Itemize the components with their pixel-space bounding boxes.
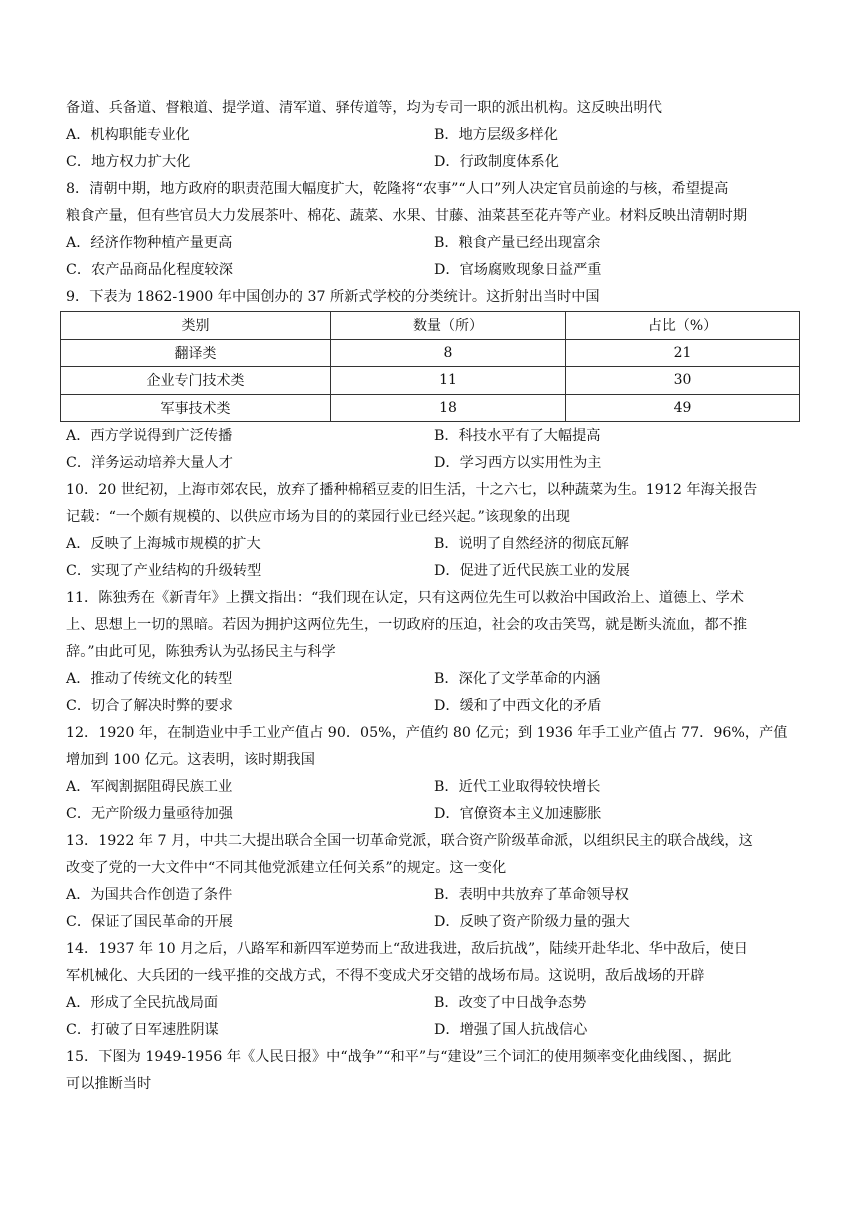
q13-option-a: A．为国共合作创造了条件 (66, 887, 233, 903)
q11-option-a: A．推动了传统文化的转型 (66, 671, 233, 687)
q7-option-d: D．行政制度体系化 (434, 154, 559, 170)
q11-stem-line-1: 11．陈独秀在《新青年》上撰文指出：“我们现在认定，只有这两位先生可以救治中国政治上、道德上、学术 (66, 590, 744, 606)
q14-option-d: D．增强了国人抗战信心 (434, 1022, 588, 1038)
table-cell: 企业专门技术类 (61, 367, 331, 395)
q9-option-b: B．科技水平有了大幅提高 (434, 428, 601, 444)
q13-option-b: B．表明中共放弃了革命领导权 (434, 887, 629, 903)
q12-option-b: B．近代工业取得较快增长 (434, 779, 601, 795)
q10-stem-line-2: 记载：“一个颇有规模的、以供应市场为目的的菜园行业已经兴起。”该现象的出现 (66, 509, 570, 525)
q10-option-c: C．实现了产业结构的升级转型 (66, 563, 262, 579)
q14-stem-line-1: 14．1937 年 10 月之后，八路军和新四军逆势而上“敌进我进，敌后抗战”，陆续开赴华北、华中敌后，使日 (66, 941, 748, 957)
q12-stem-line-2: 增加到 100 亿元。这表明，该时期我国 (66, 752, 315, 768)
q9-stem: 9．下表为 1862-1900 年中国创办的 37 所新式学校的分类统计。这折射出当时中国 (66, 289, 600, 305)
table-cell: 11 (331, 367, 566, 395)
q15-stem-line-1: 15．下图为 1949-1956 年《人民日报》中“战争”“和平”与“建设”三个词汇的使用频率变化曲线图、，据此 (66, 1049, 732, 1065)
table-header-cell: 占比（%） (566, 312, 800, 340)
q14-option-c: C．打破了日军速胜阴谋 (66, 1022, 219, 1038)
q11-stem-line-2: 上、思想上一切的黑暗。若因为拥护这两位先生，一切政府的压迫，社会的攻击笑骂，就是断头流血，都不推 (66, 617, 748, 633)
q8-stem-line-1: 8．清朝中期，地方政府的职责范围大幅度扩大，乾隆将“农事”“人口”列人决定官员前途的与核，希望提高 (66, 181, 729, 197)
q11-option-d: D．缓和了中西文化的矛盾 (434, 698, 602, 714)
q11-option-c: C．切合了解决时弊的要求 (66, 698, 233, 714)
q10-option-b: B．说明了自然经济的彻底瓦解 (434, 536, 629, 552)
table-cell: 军事技术类 (61, 394, 331, 422)
q14-option-b: B．改变了中日战争态势 (434, 995, 587, 1011)
table-cell: 21 (566, 339, 800, 367)
q8-option-a: A．经济作物种植产量更高 (66, 235, 233, 251)
q8-stem-line-2: 粮食产量，但有些官员大力发展茶叶、棉花、蔬菜、水果、甘藤、油菜甚至花卉等产业。材料反映出清朝时期 (66, 208, 748, 224)
table-cell: 49 (566, 394, 800, 422)
q7-option-b: B．地方层级多样化 (434, 127, 558, 143)
q13-option-d: D．反映了资产阶级力量的强大 (434, 914, 630, 930)
q12-option-c: C．无产阶级力量亟待加强 (66, 806, 233, 822)
table-cell: 翻译类 (61, 339, 331, 367)
q8-option-b: B．粮食产量已经出现富余 (434, 235, 601, 251)
q9-option-d: D．学习西方以实用性为主 (434, 455, 602, 471)
q13-option-c: C．保证了国民革命的开展 (66, 914, 233, 930)
table-row (61, 394, 800, 422)
q14-stem-line-2: 军机械化、大兵团的一线平推的交战方式，不得不变成犬牙交错的战场布局。这说明，敌后战场的开辟 (66, 968, 705, 984)
table-cell: 18 (331, 394, 566, 422)
q7-option-a: A．机构职能专业化 (66, 127, 190, 143)
q10-option-a: A．反映了上海城市规模的扩大 (66, 536, 261, 552)
q9-option-a: A．西方学说得到广泛传播 (66, 428, 233, 444)
q8-option-d: D．官场腐败现象日益严重 (434, 262, 602, 278)
q10-stem-line-1: 10．20 世纪初，上海市郊农民，放弃了播种棉稻豆麦的旧生活，十之六七，以种蔬菜为生。1912 年海关报告 (66, 482, 758, 498)
q14-option-a: A．形成了全民抗战局面 (66, 995, 219, 1011)
q12-stem-line-1: 12．1920 年，在制造业中手工业产值占 90．05%，产值约 80 亿元；到 1936 年手工业产值占 77．96%，产值 (66, 725, 788, 741)
q9-option-c: C．洋务运动培养大量人才 (66, 455, 233, 471)
table-header-cell: 类别 (61, 312, 331, 340)
table-row (61, 367, 800, 395)
q11-option-b: B．深化了文学革命的内涵 (434, 671, 601, 687)
q7-option-c: C．地方权力扩大化 (66, 154, 191, 170)
q15-stem-line-2: 可以推断当时 (66, 1076, 152, 1092)
table-cell: 30 (566, 367, 800, 395)
q12-option-a: A．军阀割据阻碍民族工业 (66, 779, 233, 795)
q10-option-d: D．促进了近代民族工业的发展 (434, 563, 630, 579)
q13-stem-line-1: 13．1922 年 7 月，中共二大提出联合全国一切革命党派，联合资产阶级革命派，以组织民主的联合战线，这 (66, 833, 753, 849)
q9-statistics-table (60, 311, 800, 422)
q13-stem-line-2: 改变了党的一大文件中“不同其他党派建立任何关系”的规定。这一变化 (66, 860, 507, 876)
table-row (61, 339, 800, 367)
q12-option-d: D．官僚资本主义加速膨胀 (434, 806, 602, 822)
q7-stem: 备道、兵备道、督粮道、提学道、清军道、驿传道等，均为专司一职的派出机构。这反映出明代 (66, 100, 662, 116)
q8-option-c: C．农产品商品化程度较深 (66, 262, 233, 278)
q11-stem-line-3: 辞。”由此可见，陈独秀认为弘扬民主与科学 (66, 644, 336, 660)
table-cell: 8 (331, 339, 566, 367)
table-header-row (61, 312, 800, 340)
table-header-cell: 数量（所） (331, 312, 566, 340)
